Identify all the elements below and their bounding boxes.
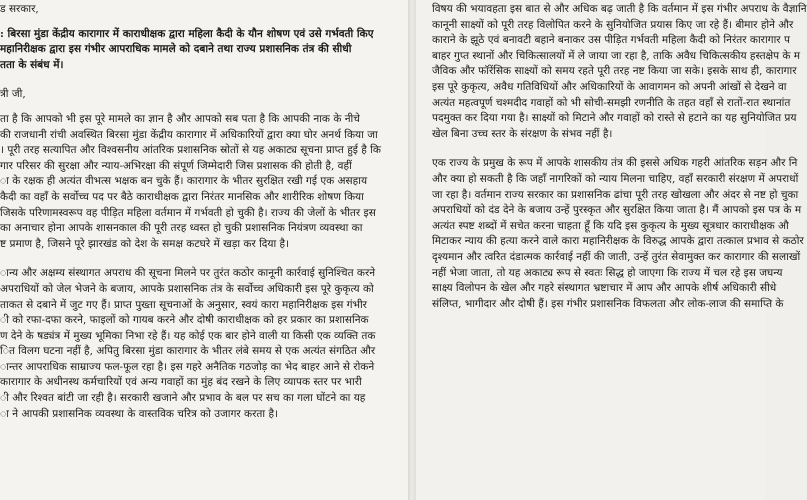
paragraph-line: विषय की भयावहता इस बात से और अधिक बढ़ जाती है कि वर्तमान में इस गंभीर अपराध के वैज्ञानि — [432, 3, 807, 15]
paragraph-line: ी को रफा-दफा करने, फाइलों को गायब करने और दोषी काराधीक्षक को हर प्रकार का प्रशासनिक — [0, 314, 369, 327]
paragraph-line: अत्यंत महत्वपूर्ण चश्मदीद गवाहों को भी सोची-समझी रणनीति के तहत वहाँ से रातों-रात स्थानांत — [432, 96, 791, 109]
paragraph-line: एक राज्य के प्रमुख के रूप में आपके शासकीय तंत्र की इससे अधिक गहरी आंतरिक सड़न और नि — [432, 157, 798, 170]
paragraph-line: । पूरी तरह सत्यापित और विश्वसनीय आंतरिक प्रशासनिक स्रोतों से यह अकाट्य सूचना प्राप्त हुई है कि — [0, 144, 381, 157]
paragraph-line: का अनाचार होना आपके शासनकाल की पूरी तरह ध्वस्त हो चुकी प्रशासनिक नियंत्रण व्यवस्था का — [0, 222, 363, 235]
paragraph-line: ान्तर आपराधिक साम्राज्य फल-फूल रहा है। इस गहरे अनैतिक गठजोड़ का भेद बाहर आने से रोकने — [0, 360, 375, 373]
salutation-minister-line: त्री जी, — [0, 88, 26, 101]
paragraph-line: ण देने के षड्यंत्र में मुख्य भूमिका निभा रहे हैं। यह कोई एक बार होने वाली या किसी एक व्यक्ति तक — [0, 329, 376, 342]
paragraph-line: नहीं भेजा जाता, तो यह अकाट्य रूप से स्वतः सिद्ध हो जाएगा कि राज्य में चल रहे इस जघन्य — [432, 266, 783, 279]
paragraph-line: ता है कि आपको भी इस पूरे मामले का ज्ञान है और आपको सब पता है कि आपकी नाक के नीचे — [0, 112, 360, 125]
paragraph-line: जा रहा है। वर्तमान राज्य सरकार का प्रशासनिक ढांचा पूरी तरह खोखला और अंदर से नष्ट हो चुका — [432, 188, 799, 201]
paragraph-line: अपराधियों को जेल भेजने के बजाय, आपके प्रशासनिक तंत्र के सर्वोच्च अधिकारी इस पूरे कुकृत्य को — [0, 282, 374, 295]
paragraph-line: ान्य और अक्षम्य संस्थागत अपराध की सूचना मिलने पर तुरंत कठोर कानूनी कार्रवाई सुनिश्चित करने — [0, 267, 376, 280]
paragraph-line: ित विलग घटना नहीं है, अपितु बिरसा मुंडा कारागार के भीतर लंबे समय से एक अत्यंत संगठित और — [0, 345, 376, 358]
paragraph-line: पदमुक्त कर दिया गया है। साक्ष्यों को मिटाने और गवाहों को रास्ते से हटाने का यह सुनियोजित प्रय — [432, 112, 797, 125]
paragraph-line: जिसके परिणामस्वरूप वह पीड़ित महिला वर्तमान में गर्भवती हो चुकी है। राज्य की जेलों के भीतर इस — [0, 206, 376, 219]
paragraph-line: ष्ट प्रमाण है, जिसने पूरे झारखंड को देश के समक्ष कटघरे में खड़ा कर दिया है। — [0, 237, 290, 250]
paragraph-line: अपराधियों को दंड देने के बजाय उन्हें पुरस्कृत और सुरक्षित किया जाता है। मैं आपको इस पत्र के म — [432, 204, 802, 217]
left-paragraph-2 — [0, 266, 402, 422]
salutation-top-line: ड सरकार, — [0, 3, 39, 15]
paragraph-line: इस पूरे कुकृत्य, अवैध गतिविधियों और अधिकारियों के आवागमन को अपनी आंखों से देखने वा — [432, 80, 787, 93]
letter-subject — [0, 27, 402, 74]
right-document-page — [416, 0, 807, 500]
subject-line: : बिरसा मुंडा केंद्रीय कारागार में काराधीक्षक द्वारा महिला कैदी के यौन शोषण एवं उसे गर्भवती किए — [0, 27, 374, 40]
paragraph-line: मिटाकर न्याय की हत्या करने वाले कारा महानिरीक्षक के विरुद्ध आपके द्वारा तत्काल प्रभाव से कठोर — [432, 235, 804, 248]
salutation-minister — [0, 87, 402, 103]
paragraph-line: कैदी का वहाँ के सर्वोच्च पद पर बैठे काराधीक्षक द्वारा निरंतर मानसिक और शारीरिक शोषण किया — [0, 190, 364, 203]
page-gutter — [408, 0, 416, 500]
paragraph-line: और क्या हो सकती है कि जहाँ नागरिकों को न्याय मिलना चाहिए, वहाँ सरकारी संरक्षण में अपराधों — [432, 172, 799, 185]
paragraph-line: ा के रक्षक ही अत्यंत वीभत्स भक्षक बन चुके हैं। कारागार के भीतर सुरक्षित रखी गई एक असहाय — [0, 175, 368, 188]
paragraph-line: काराने के झूठे एवं बनावटी बहाने बनाकर उस पीड़ित गर्भवती महिला कैदी को निरंतर कारागार प — [432, 34, 790, 47]
salutation-top — [0, 2, 402, 18]
paragraph-line: ताकत से दबाने में जुट गए हैं। प्राप्त पुख्ता सूचनाओं के अनुसार, स्वयं कारा महानिरीक्षक इस गंभीर — [0, 298, 367, 311]
paragraph-line: साक्ष्य विलोपन के खेल और गहरे संस्थागत भ्रष्टाचार में आप और आपके शीर्ष अधिकारी सीधे — [432, 282, 777, 295]
paragraph-line: ी और रिश्वत बांटी जा रही है। सरकारी खजाने और प्रभाव के बल पर सच का गला घोंटने का यह — [0, 392, 366, 405]
subject-line: तता के संबंध में। — [0, 58, 64, 71]
paragraph-line: अत्यंत स्पष्ट शब्दों में सचेत करना चाहता हूँ कि यदि इस कुकृत्य के मुख्य सूत्रधार काराधीक्षक औ — [432, 219, 789, 232]
paragraph-line: कानूनी साक्ष्यों को पूरी तरह विलोपित करने के सुनियोजित प्रयास किए जा रहे हैं। बीमार होने और — [432, 18, 794, 31]
right-paragraph-2 — [432, 156, 804, 312]
paragraph-line: गार परिसर की सुरक्षा और न्याय-अभिरक्षा की संपूर्ण जिम्मेदारी जिस प्रशासक की होती है, वहीं — [0, 159, 352, 172]
left-paragraph-1 — [0, 112, 402, 252]
paragraph-line: कारागार के अधीनस्थ कर्मचारियों एवं अन्य गवाहों का मुंह बंद रखने के लिए व्यापक स्तर पर भारी — [0, 376, 362, 389]
paragraph-line: संलिप्त, भागीदार और दोषी हैं। इस गंभीर प्रशासनिक विफलता और लोक-लाज की समाप्ति के — [432, 297, 784, 310]
paragraph-line: दृश्यमान और त्वरित दंडात्मक कार्रवाई नहीं की जाती, उन्हें तुरंत सेवामुक्त कर कारागार की सलाखों — [432, 250, 801, 263]
paragraph-line: जैविक और फॉरेंसिक साक्ष्यों को समय रहते पूरी तरह नष्ट किया जा सके। इसके साथ ही, कारागार — [432, 65, 797, 78]
paragraph-line: बाहर गुप्त स्थानों और चिकित्सालयों में ले जाया जा रहा है, ताकि अवैध चिकित्सकीय हस्तक्षेप के म — [432, 49, 801, 62]
paragraph-line: खेल बिना उच्च स्तर के संरक्षण के संभव नहीं है। — [432, 127, 613, 140]
subject-line: महानिरीक्षक द्वारा इस गंभीर आपराधिक मामले को दबाने तथा राज्य प्रशासनिक तंत्र की सीधी — [0, 43, 352, 56]
right-paragraph-1 — [432, 2, 807, 142]
paragraph-line: ा ने आपकी प्रशासनिक व्यवस्था के वास्तविक चरित्र को उजागर करता है। — [0, 407, 279, 420]
paragraph-line: की राजधानी रांची अवस्थित बिरसा मुंडा केंद्रीय कारागार में अधिकारियों द्वारा क्या घोर अनर्थ किया जा — [0, 128, 378, 141]
